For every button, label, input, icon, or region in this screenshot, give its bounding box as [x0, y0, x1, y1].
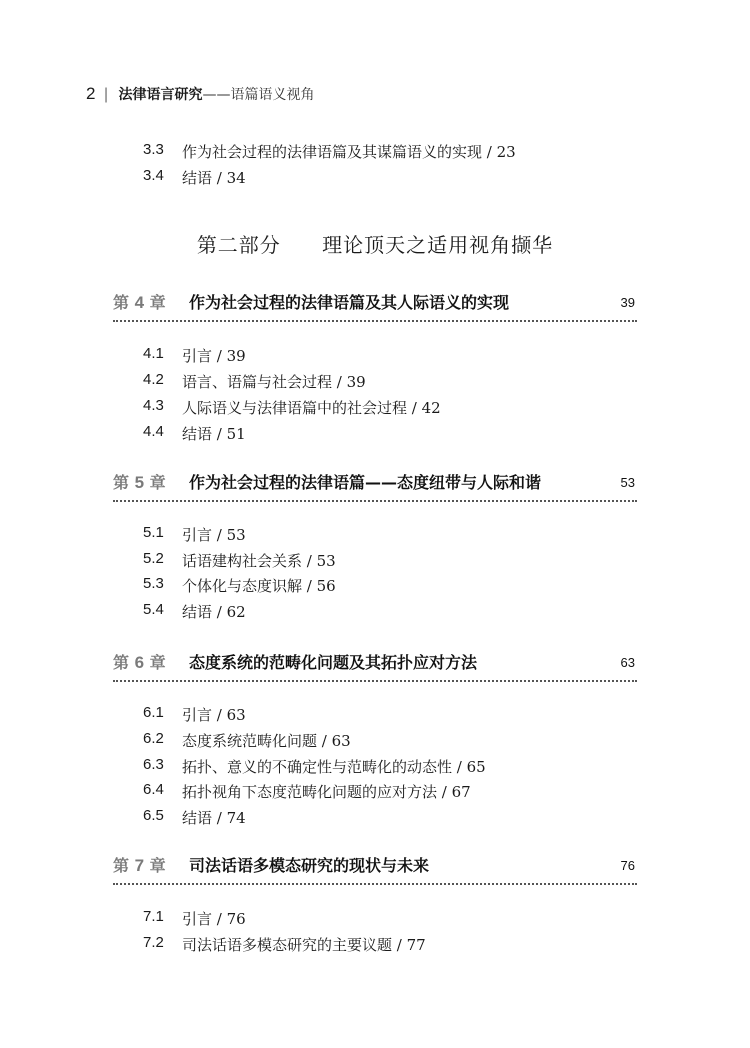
part-title: 理论顶天之适用视角撷华	[322, 233, 554, 257]
toc-chapter-4[interactable]	[113, 290, 637, 322]
section-number: 5.1	[143, 524, 164, 541]
section-number: 4.2	[143, 371, 164, 388]
section-title: 作为社会过程的法律语篇及其谋篇语义的实现 / 23	[182, 143, 516, 161]
toc-section-6-3[interactable]	[143, 756, 486, 777]
book-subtitle: ——语篇语义视角	[202, 87, 315, 103]
section-number: 6.1	[143, 704, 164, 721]
section-number: 6.2	[143, 730, 164, 747]
part-heading	[0, 229, 750, 258]
chapter-page: 63	[620, 655, 635, 670]
toc-section-6-5[interactable]	[143, 807, 246, 828]
section-title: 司法话语多模态研究的主要议题 / 77	[182, 936, 426, 954]
section-title: 人际语义与法律语篇中的社会过程 / 42	[182, 399, 441, 417]
section-number: 7.2	[143, 934, 164, 951]
section-title: 话语建构社会关系 / 53	[182, 552, 336, 570]
section-title: 个体化与态度识解 / 56	[182, 577, 336, 595]
section-title: 引言 / 76	[182, 910, 246, 928]
toc-section-6-1[interactable]	[143, 704, 246, 725]
section-title: 拓扑视角下态度范畴化问题的应对方法 / 67	[182, 783, 471, 801]
toc-section-6-4[interactable]	[143, 781, 471, 802]
section-title: 结语 / 74	[182, 809, 246, 827]
running-header	[86, 84, 315, 104]
chapter-label: 第 7 章	[113, 856, 166, 875]
toc-chapter-7[interactable]	[113, 853, 637, 885]
section-number: 6.4	[143, 781, 164, 798]
chapter-label: 第 5 章	[113, 473, 166, 492]
section-title: 结语 / 62	[182, 603, 246, 621]
section-number: 5.4	[143, 601, 164, 618]
section-title: 拓扑、意义的不确定性与范畴化的动态性 / 65	[182, 758, 486, 776]
toc-section-3-4[interactable]	[143, 167, 246, 188]
section-title: 结语 / 51	[182, 425, 246, 443]
toc-chapter-6[interactable]	[113, 650, 637, 682]
section-title: 引言 / 63	[182, 706, 246, 724]
toc-section-4-4[interactable]	[143, 423, 246, 444]
section-title: 态度系统范畴化问题 / 63	[182, 732, 351, 750]
toc-section-5-3[interactable]	[143, 575, 336, 596]
toc-section-4-2[interactable]	[143, 371, 366, 392]
section-title: 语言、语篇与社会过程 / 39	[182, 373, 366, 391]
chapter-label: 第 6 章	[113, 653, 166, 672]
header-separator: |	[103, 85, 109, 103]
section-number: 4.4	[143, 423, 164, 440]
section-title: 引言 / 53	[182, 526, 246, 544]
section-title: 结语 / 34	[182, 169, 246, 187]
section-title: 引言 / 39	[182, 347, 246, 365]
section-number: 6.3	[143, 756, 164, 773]
chapter-title: 作为社会过程的法律语篇及其人际语义的实现	[189, 293, 510, 312]
section-number: 4.1	[143, 345, 164, 362]
toc-section-6-2[interactable]	[143, 730, 351, 751]
chapter-page: 53	[620, 475, 635, 490]
toc-section-4-3[interactable]	[143, 397, 441, 418]
toc-section-4-1[interactable]	[143, 345, 246, 366]
chapter-title: 态度系统的范畴化问题及其拓扑应对方法	[189, 653, 478, 672]
section-number: 6.5	[143, 807, 164, 824]
section-number: 5.2	[143, 550, 164, 567]
toc-section-5-2[interactable]	[143, 550, 336, 571]
chapter-title: 司法话语多模态研究的现状与未来	[189, 856, 430, 875]
chapter-page: 39	[620, 295, 635, 310]
page-number: 2	[86, 84, 96, 103]
toc-section-7-2[interactable]	[143, 934, 426, 955]
chapter-page: 76	[620, 858, 635, 873]
toc-section-5-4[interactable]	[143, 601, 246, 622]
part-label: 第二部分	[196, 233, 281, 257]
toc-section-7-1[interactable]	[143, 908, 246, 929]
section-number: 4.3	[143, 397, 164, 414]
section-number: 5.3	[143, 575, 164, 592]
chapter-label: 第 4 章	[113, 293, 166, 312]
toc-chapter-5[interactable]	[113, 470, 637, 502]
section-number: 3.3	[143, 141, 164, 158]
chapter-title: 作为社会过程的法律语篇——态度纽带与人际和谐	[189, 473, 542, 492]
book-title: 法律语言研究	[118, 87, 203, 103]
section-number: 3.4	[143, 167, 164, 184]
toc-section-3-3[interactable]	[143, 141, 516, 162]
section-number: 7.1	[143, 908, 164, 925]
toc-section-5-1[interactable]	[143, 524, 246, 545]
